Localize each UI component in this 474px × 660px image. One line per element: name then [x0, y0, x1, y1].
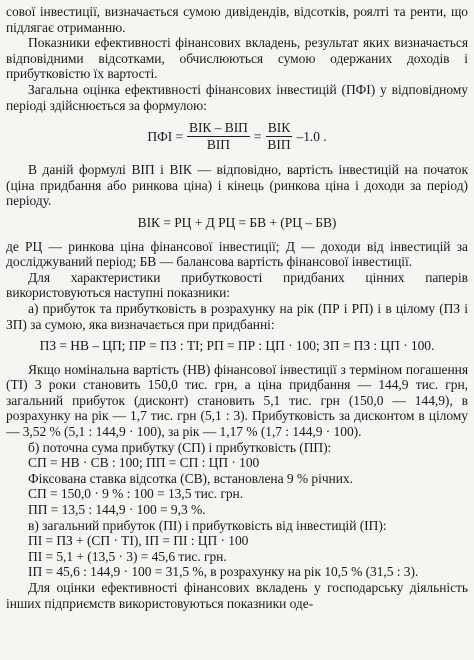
paragraph-pfi-intro: Загальна оцінка ефективності фінансових інвестицій (ПФІ) у відповідному періоді здійснюється за формулою: [6, 81, 468, 113]
formula-pfi-lhs: ПФІ = [147, 128, 184, 144]
paragraph-closing: Для оцінки ефективності фінансових вкладень у господарську діяльність інших підприємств використовуються показники оде- [6, 580, 468, 611]
calc-pi: ПІ = 5,1 + (13,5 · 3) = 45,6 тис. грн. [28, 548, 227, 564]
formula-profit: ПЗ = НВ – ЦП; ПР = ПЗ : ТІ; РП = ПР : ЦП · 100; ЗП = ПЗ : ЦП · 100. [39, 338, 435, 354]
paragraph-definitions: де РЦ — ринкова ціна фінансової інвестиції; Д — доходи від інвестицій за досліджуваний період; БВ — балансова вартість фінансової інвестиції. [6, 238, 468, 270]
paragraph-profitability-intro: Для характеристики прибутковості придбаних цінних паперів використовуються наступні показники: [6, 269, 468, 301]
fraction-1-denominator: ВІП [206, 137, 230, 153]
fraction-1-numerator: ВІК – ВІП [189, 120, 248, 136]
paragraph-formula-explanation: В даній формулі ВІП і ВІК — відповідно, вартість інвестицій на початок (ціна придбання або ринкова ціна) і кінець (ринкова ціна і доходи за період) періоду. [6, 162, 468, 209]
paragraph-indicators: Показники ефективності фінансових вкладень, результат яких визначається відповідними відсотками, обчислюються сумою одержаних доходів і прибутковістю їх вартості. [6, 35, 468, 82]
fraction-2-denominator: ВІП [267, 137, 291, 153]
paragraph-item-c: в) загальний прибуток (ПІ) і прибутковість від інвестицій (ІП): [28, 517, 387, 533]
paragraph-intro-tail: сової інвестиції, визначається сумою дивідендів, відсотків, роялті та ренти, що підлягає отриманню. [6, 4, 468, 35]
calc-pi-ip-formula: ПІ = ПЗ + (СП · ТІ), ІП = ПІ : ЦП · 100 [28, 533, 249, 549]
fraction-2 [265, 121, 292, 152]
formula-pfi-tail: –1.0 . [296, 128, 327, 144]
formula-pfi-equals: = [253, 128, 262, 144]
calc-sp-pp-formula: СП = НВ · СВ : 100; ПП = СП : ЦП · 100 [28, 455, 260, 471]
calc-ip: ІП = 45,6 : 144,9 · 100 = 31,5 %, в розрахунку на рік 10,5 % (31,5 : 3). [28, 564, 419, 580]
formula-pfi [6, 121, 468, 152]
paragraph-example: Якщо номінальна вартість (НВ) фінансової інвестиції з терміном погашення (ТІ) 3 роки становить 150,0 тис. грн, а ціна придбання — 144,9 тис. грн, загальний прибуток (дисконт) становить 5,1 тис. грн (150,0 — 144,9), в розрахунку на рік — 1,7 тис. грн (5,1 : 3). Прибутковість за дисконтом в цілому — 3,52 % (5,1 : 144,9 · 100), за рік — 1,17 % (1,7 : 144,9 · 100). [6, 361, 468, 440]
fraction-1 [187, 121, 250, 152]
fraction-2-numerator: ВІК [267, 120, 291, 136]
calc-sp: СП = 150,0 · 9 % : 100 = 13,5 тис. грн. [28, 486, 244, 502]
calc-fixed-rate: Фіксована ставка відсотка (СВ), встановлена 9 % річних. [28, 470, 353, 486]
paragraph-item-b: б) поточна сума прибутку (СП) і прибутковість (ПП): [28, 439, 332, 455]
formula-vik: ВІК = РЦ + Д РЦ = БВ + (РЦ – БВ) [137, 214, 337, 230]
calc-pp: ПП = 13,5 : 144,9 · 100 = 9,3 %. [28, 502, 206, 518]
paragraph-item-a: а) прибуток та прибутковість в розрахунку на рік (ПР і РП) і в цілому (ПЗ і ЗП) за сумою, яка визначається при придбанні: [6, 300, 468, 332]
